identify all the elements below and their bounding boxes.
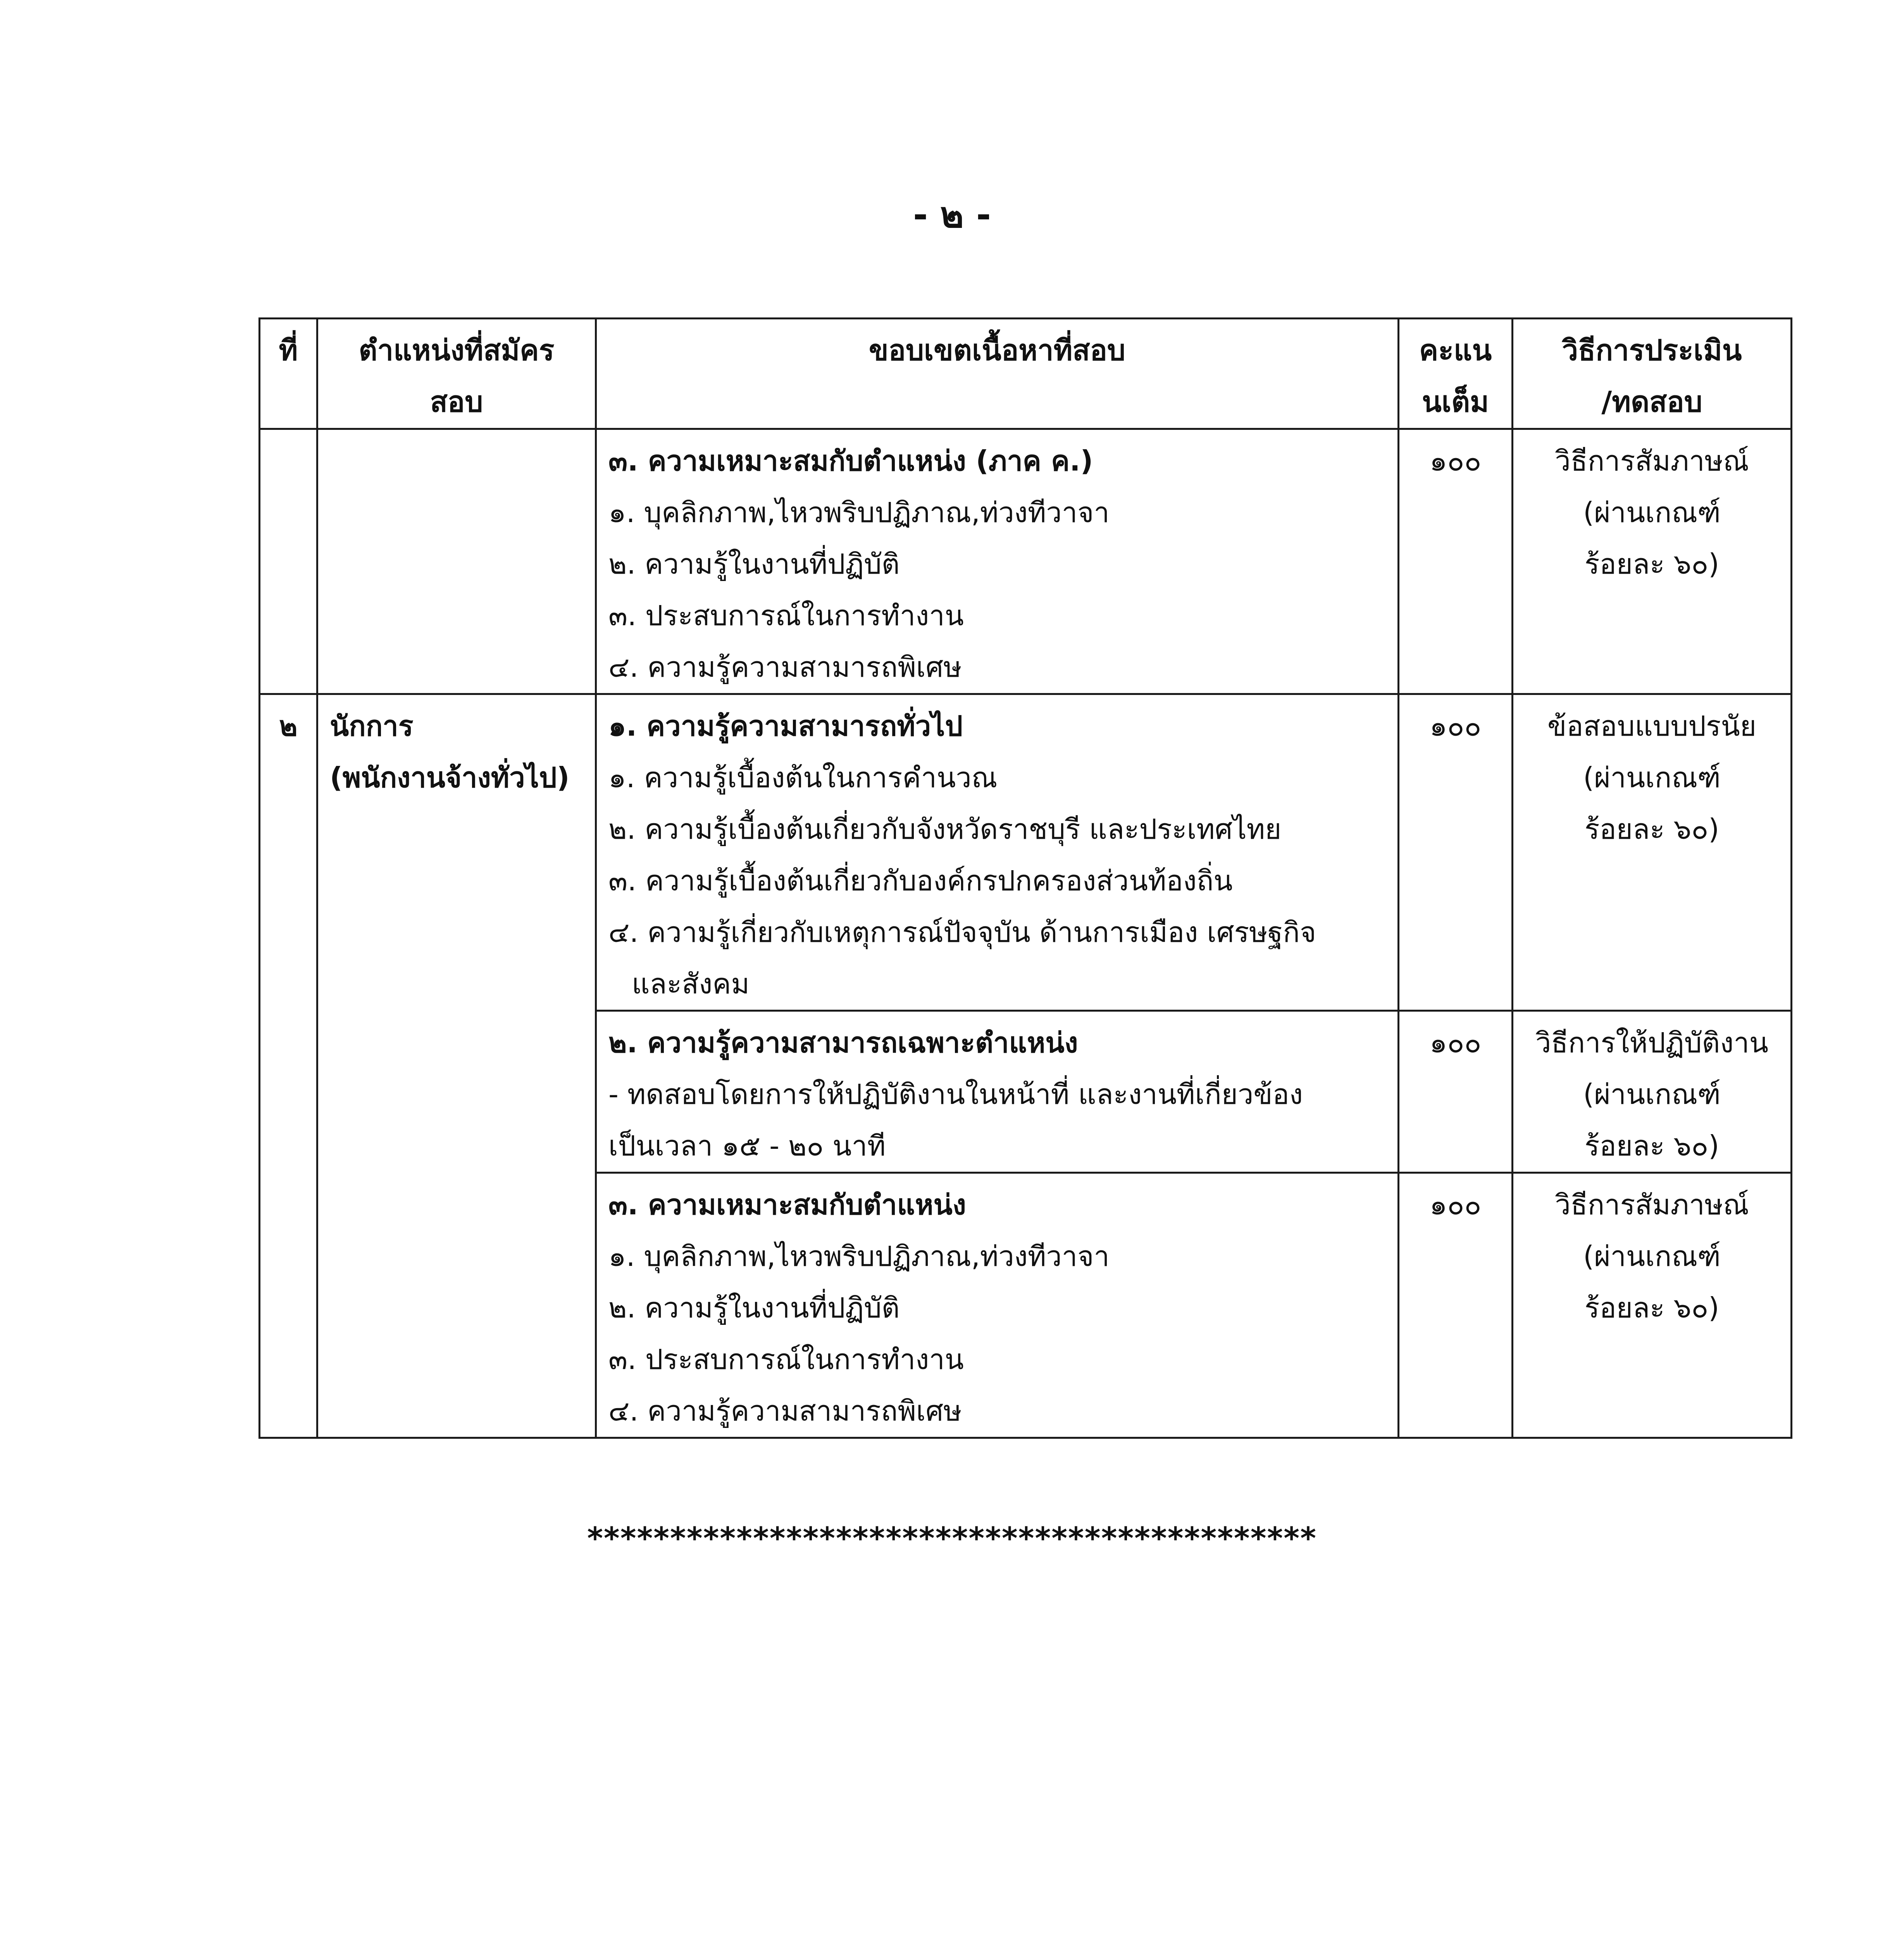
row2c-scope-item: ๑. บุคลิกภาพ,ไหวพริบปฏิภาณ,ท่วงทีวาจา [608,1240,1110,1272]
row2a-method-line: ข้อสอบแบบปรนัย [1547,710,1756,742]
row2a-scope-item: ๔. ความรู้เกี่ยวกับเหตุการณ์ปัจจุบัน ด้านการเมือง เศรษฐกิจ [608,916,1316,948]
row2c-method-line: วิธีการสัมภาษณ์ [1555,1188,1749,1221]
row2a-method [1513,694,1792,1011]
row2c-scope-item: ๔. ความรู้ความสามารถพิเศษ [608,1395,962,1427]
row2c-scope-item: ๒. ความรู้ในงานที่ปฏิบัติ [608,1291,900,1324]
row2b-method [1513,1011,1792,1173]
header-no: ที่ [260,319,317,429]
row1-scope-title: ๓. ความเหมาะสมกับตำแหน่ง (ภาค ค.) [608,445,1093,477]
row2c-scope-item: ๓. ประสบการณ์ในการทำงาน [608,1343,964,1376]
row2b-scope-item: - ทดสอบโดยการให้ปฏิบัติงานในหน้าที่ และงานที่เกี่ยวข้อง [608,1078,1303,1110]
row2a-method-line: (ผ่านเกณฑ์ [1583,761,1721,794]
row1-method-line: (ผ่านเกณฑ์ [1583,496,1721,529]
header-method [1513,319,1792,429]
header-score-line1: คะแน [1419,334,1492,367]
row1-position [317,429,596,694]
row2c-method [1513,1173,1792,1438]
header-score [1399,319,1513,429]
table-row [260,694,1792,1011]
row2a-scope [596,694,1399,1011]
row1-score: ๑๐๐ [1399,429,1513,694]
row2b-method-line: ร้อยละ ๖๐) [1584,1129,1720,1162]
row2b-score: ๑๐๐ [1399,1011,1513,1173]
row2a-score: ๑๐๐ [1399,694,1513,1011]
row2a-scope-title: ๑. ความรู้ความสามารถทั่วไป [608,710,963,742]
row2-position-line2: (พนักงานจ้างทั่วไป) [330,761,570,794]
row2b-method-line: (ผ่านเกณฑ์ [1583,1078,1721,1110]
header-position-line1: ตำแหน่งที่สมัคร [358,334,555,367]
row2-position-line1: นักการ [330,710,414,742]
header-scope: ขอบเขตเนื้อหาที่สอบ [596,319,1399,429]
row2b-scope [596,1011,1399,1173]
row2c-scope [596,1173,1399,1438]
row1-scope-item: ๔. ความรู้ความสามารถพิเศษ [608,651,962,683]
row2c-method-line: ร้อยละ ๖๐) [1584,1291,1720,1324]
row1-scope-item: ๑. บุคลิกภาพ,ไหวพริบปฏิภาณ,ท่วงทีวาจา [608,496,1110,529]
row2a-scope-item: ๓. ความรู้เบื้องต้นเกี่ยวกับองค์กรปกครองส่วนท้องถิ่น [608,864,1233,897]
row2c-score: ๑๐๐ [1399,1173,1513,1438]
table-row [260,429,1792,694]
row2b-scope-item: เป็นเวลา ๑๕ - ๒๐ นาที [608,1129,886,1162]
row1-no [260,429,317,694]
header-method-line1: วิธีการประเมิน [1562,334,1742,367]
row1-method-line: วิธีการสัมภาษณ์ [1555,445,1749,477]
row1-scope-item: ๓. ประสบการณ์ในการทำงาน [608,599,964,632]
row1-scope-item: ๒. ความรู้ในงานที่ปฏิบัติ [608,548,900,580]
row2c-scope-title: ๓. ความเหมาะสมกับตำแหน่ง [608,1188,966,1221]
header-score-line2: นเต็ม [1422,385,1489,419]
row2b-scope-title: ๒. ความรู้ความสามารถเฉพาะตำแหน่ง [608,1026,1078,1059]
page-number: - ๒ - [913,194,991,236]
row2a-scope-item: ๑. ความรู้เบื้องต้นในการคำนวณ [608,761,998,794]
table-header-row [260,319,1792,429]
row1-method [1513,429,1792,694]
row2a-scope-item: และสังคม [632,967,750,1000]
header-position [317,319,596,429]
exam-scope-table [258,317,1792,1439]
row2a-method-line: ร้อยละ ๖๐) [1584,813,1720,845]
row1-scope [596,429,1399,694]
row2c-method-line: (ผ่านเกณฑ์ [1583,1240,1721,1272]
row2a-scope-item: ๒. ความรู้เบื้องต้นเกี่ยวกับจังหวัดราชบุรี และประเทศไทย [608,813,1282,845]
header-method-line2: /ทดสอบ [1601,385,1702,419]
header-position-line2: สอบ [430,385,483,419]
row1-method-line: ร้อยละ ๖๐) [1584,548,1720,580]
row2-position [317,694,596,1438]
row2b-method-line: วิธีการให้ปฏิบัติงาน [1535,1026,1768,1059]
footer-divider: ******************************************** [587,1521,1317,1556]
row2-no: ๒ [260,694,317,1438]
